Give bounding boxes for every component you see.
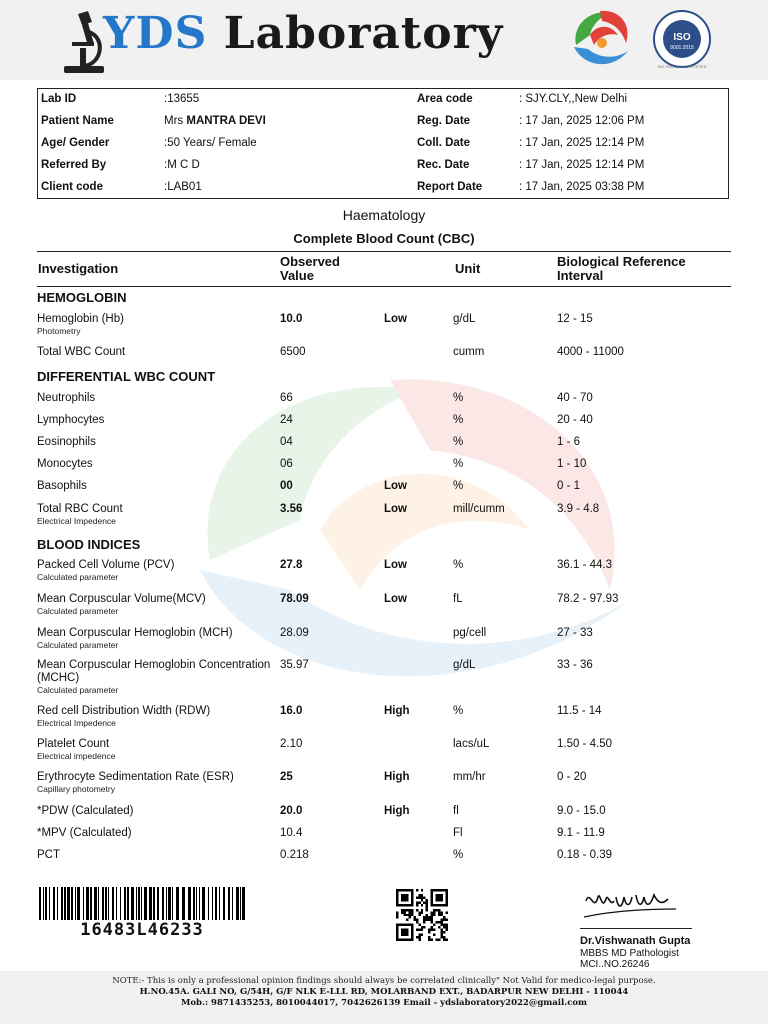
- result-unit: Fl: [453, 827, 463, 839]
- investigation-method: Calculated parameter: [37, 572, 119, 582]
- observed-value: 27.8: [280, 559, 303, 571]
- result-flag: Low: [384, 503, 407, 515]
- column-reference-line2: Interval: [557, 268, 604, 283]
- rec-date-value: : 17 Jan, 2025 12:14 PM: [519, 159, 645, 171]
- observed-value: 00: [280, 480, 293, 492]
- observed-value: 0.218: [280, 849, 309, 861]
- result-row: [0, 346, 768, 376]
- result-row: [0, 627, 768, 657]
- column-observed-line2: Value: [280, 268, 314, 283]
- observed-value: 6500: [280, 346, 306, 358]
- result-unit: g/dL: [453, 313, 476, 325]
- section-title: Haematology: [342, 207, 426, 223]
- doctor-signature: [582, 883, 678, 921]
- referred-by-value: :M C D: [164, 159, 200, 171]
- reference-interval: 1.50 - 4.50: [557, 738, 612, 750]
- iso-certified-badge: [652, 8, 712, 70]
- result-row: [0, 771, 768, 801]
- rec-date-label: Rec. Date: [417, 159, 470, 171]
- result-row: [0, 503, 768, 533]
- doctor-registration: MCI..NO.26246: [580, 959, 650, 970]
- investigation-name: Total RBC Count: [37, 503, 123, 515]
- footer-address: H.NO.45A. GALI NO, G/54H, G/F NLK E-LLL RD, MOLARBAND EXT., BADARPUR NEW DELHI - 110044: [139, 987, 629, 997]
- result-unit: fL: [453, 593, 463, 605]
- result-unit: %: [453, 414, 464, 426]
- result-unit: mill/cumm: [453, 503, 505, 515]
- result-unit: %: [453, 480, 464, 492]
- result-flag: High: [384, 771, 410, 783]
- reference-interval: 11.5 - 14: [557, 705, 602, 717]
- observed-value: 2.10: [280, 738, 303, 750]
- result-unit: fl: [453, 805, 459, 817]
- investigation-name: Mean Corpuscular Hemoglobin (MCH): [37, 627, 233, 639]
- investigation-name: Eosinophils: [37, 436, 96, 448]
- brand-prefix: YDS: [103, 8, 208, 59]
- reg-date-value: : 17 Jan, 2025 12:06 PM: [519, 115, 645, 127]
- investigation-method: Calculated parameter: [37, 685, 119, 695]
- result-unit: %: [453, 559, 464, 571]
- investigation-name: Erythrocyte Sedimentation Rate (ESR): [37, 771, 234, 783]
- reference-interval: 40 - 70: [557, 392, 593, 404]
- reference-interval: 27 - 33: [557, 627, 593, 639]
- result-row: [0, 849, 768, 879]
- reference-interval: 20 - 40: [557, 414, 593, 426]
- result-unit: %: [453, 849, 464, 861]
- result-unit: pg/cell: [453, 627, 487, 639]
- reference-interval: 4000 - 11000: [557, 346, 624, 358]
- observed-value: 16.0: [280, 705, 303, 717]
- investigation-method: Electrical Impedence: [37, 516, 116, 526]
- group-hemoglobin: HEMOGLOBIN: [37, 290, 127, 305]
- investigation-name: Monocytes: [37, 458, 93, 470]
- reference-interval: 0 - 20: [557, 771, 587, 783]
- reference-interval: 9.0 - 15.0: [557, 805, 606, 817]
- svg-text:ISO: ISO: [673, 32, 691, 43]
- reference-interval: 3.9 - 4.8: [557, 503, 600, 515]
- footer-contact: Mob.: 9871435253, 8010044017, 7042626139 Email - ydslaboratory2022@gmail.com: [180, 998, 588, 1008]
- reference-interval: 0 - 1: [557, 480, 581, 492]
- result-unit: %: [453, 436, 464, 448]
- result-row: [0, 659, 768, 695]
- reference-interval: 78.2 - 97.93: [557, 593, 619, 605]
- coll-date-value: : 17 Jan, 2025 12:14 PM: [519, 137, 645, 149]
- observed-value: 25: [280, 771, 293, 783]
- result-unit: mm/hr: [453, 771, 486, 783]
- footer-note: NOTE:- This is only a professional opinion findings should always be correlated clinically" Not Valid for medico-legal purpose.: [112, 976, 656, 986]
- result-row: [0, 705, 768, 735]
- lab-id-label: Lab ID: [41, 93, 77, 105]
- investigation-method: Calculated parameter: [37, 640, 119, 650]
- age-gender-value: :50 Years/ Female: [164, 137, 257, 149]
- patient-info-box: [37, 88, 729, 199]
- observed-value: 3.56: [280, 503, 303, 515]
- table-header-rule: [37, 286, 731, 287]
- observed-value: 04: [280, 436, 293, 448]
- reference-interval: 36.1 - 44.3: [557, 559, 612, 571]
- observed-value: 06: [280, 458, 293, 470]
- result-unit: %: [453, 458, 464, 470]
- result-unit: lacs/uL: [453, 738, 490, 750]
- reg-date-label: Reg. Date: [417, 115, 471, 127]
- client-code-label: Client code: [41, 181, 103, 193]
- brand-suffix: Laboratory: [223, 8, 504, 59]
- microscope-icon: [58, 8, 108, 76]
- investigation-method: Capillary photometry: [37, 784, 115, 794]
- result-unit: %: [453, 392, 464, 404]
- report-date-label: Report Date: [417, 181, 483, 193]
- signature-line: [580, 928, 692, 929]
- investigation-name: Hemoglobin (Hb): [37, 313, 124, 325]
- investigation-method: Electrical impedence: [37, 751, 116, 761]
- reference-interval: 33 - 36: [557, 659, 593, 671]
- column-observed-value: [280, 255, 340, 283]
- investigation-name: PCT: [37, 849, 60, 861]
- investigation-name: Mean Corpuscular Hemoglobin Concentration (MCHC): [37, 659, 271, 684]
- reference-interval: 1 - 6: [557, 436, 581, 448]
- result-row: [0, 593, 768, 623]
- reference-interval: 9.1 - 11.9: [557, 827, 605, 839]
- patient-name-text: MANTRA DEVI: [186, 115, 266, 127]
- result-flag: High: [384, 805, 410, 817]
- investigation-name: Neutrophils: [37, 392, 96, 404]
- qr-code: [396, 889, 448, 941]
- report-date-value: : 17 Jan, 2025 03:38 PM: [519, 181, 645, 193]
- investigation-name: Red cell Distribution Width (RDW): [37, 705, 211, 717]
- investigation-name: Basophils: [37, 480, 87, 492]
- doctor-qualification: MBBS MD Pathologist: [580, 948, 679, 959]
- area-code-value: : SJY.CLY,,New Delhi: [519, 93, 628, 105]
- result-row: [0, 738, 768, 768]
- lab-id-value: :13655: [164, 93, 200, 105]
- column-reference-line1: Biological Reference: [557, 254, 686, 269]
- patient-name-value: [164, 115, 266, 127]
- result-flag: Low: [384, 593, 407, 605]
- result-unit: cumm: [453, 346, 485, 358]
- hands-logo-icon: [566, 5, 634, 71]
- observed-value: 28.09: [280, 627, 309, 639]
- observed-value: 66: [280, 392, 293, 404]
- group-differential-wbc: DIFFERENTIAL WBC COUNT: [37, 369, 216, 384]
- investigation-name: Total WBC Count: [37, 346, 126, 358]
- result-flag: High: [384, 705, 410, 717]
- referred-by-label: Referred By: [41, 159, 107, 171]
- group-blood-indices: BLOOD INDICES: [37, 537, 141, 552]
- doctor-name: Dr.Vishwanath Gupta: [580, 935, 691, 947]
- investigation-method: Calculated parameter: [37, 606, 119, 616]
- investigation-name: *PDW (Calculated): [37, 805, 134, 817]
- result-unit: g/dL: [453, 659, 476, 671]
- observed-value: 10.4: [280, 827, 303, 839]
- patient-name-label: Patient Name: [41, 115, 114, 127]
- patient-name-prefix: Mrs: [164, 115, 187, 127]
- age-gender-label: Age/ Gender: [41, 137, 110, 149]
- report-title: Complete Blood Count (CBC): [293, 231, 475, 246]
- investigation-method: Electrical Impedence: [37, 718, 116, 728]
- investigation-method: Photometry: [37, 326, 81, 336]
- result-flag: Low: [384, 313, 407, 325]
- investigation-name: Lymphocytes: [37, 414, 105, 426]
- table-top-rule: [37, 251, 731, 252]
- iso-caption: ISO 9001:2015 CERTIFIED: [657, 64, 707, 69]
- column-reference: [557, 255, 686, 283]
- investigation-name: *MPV (Calculated): [37, 827, 132, 839]
- observed-value: 20.0: [280, 805, 303, 817]
- investigation-name: Packed Cell Volume (PCV): [37, 559, 175, 571]
- observed-value: 78.09: [280, 593, 309, 605]
- lab-brand-name: [103, 8, 503, 59]
- reference-interval: 1 - 10: [557, 458, 587, 470]
- area-code-label: Area code: [417, 93, 473, 105]
- coll-date-label: Coll. Date: [417, 137, 471, 149]
- reference-interval: 0.18 - 0.39: [557, 849, 612, 861]
- client-code-value: :LAB01: [164, 181, 202, 193]
- result-unit: %: [453, 705, 464, 717]
- svg-text:9001:2015: 9001:2015: [670, 45, 694, 51]
- reference-interval: 12 - 15: [557, 313, 593, 325]
- investigation-name: Mean Corpuscular Volume(MCV): [37, 593, 206, 605]
- observed-value: 24: [280, 414, 293, 426]
- column-investigation: Investigation: [38, 261, 119, 276]
- barcode-number: 16483L46233: [37, 920, 247, 940]
- column-observed-line1: Observed: [280, 254, 340, 269]
- result-row: [0, 559, 768, 589]
- observed-value: 10.0: [280, 313, 303, 325]
- investigation-name: Platelet Count: [37, 738, 110, 750]
- result-flag: Low: [384, 559, 407, 571]
- observed-value: 35.97: [280, 659, 309, 671]
- column-unit: Unit: [455, 261, 481, 276]
- result-flag: Low: [384, 480, 407, 492]
- result-row: [0, 313, 768, 343]
